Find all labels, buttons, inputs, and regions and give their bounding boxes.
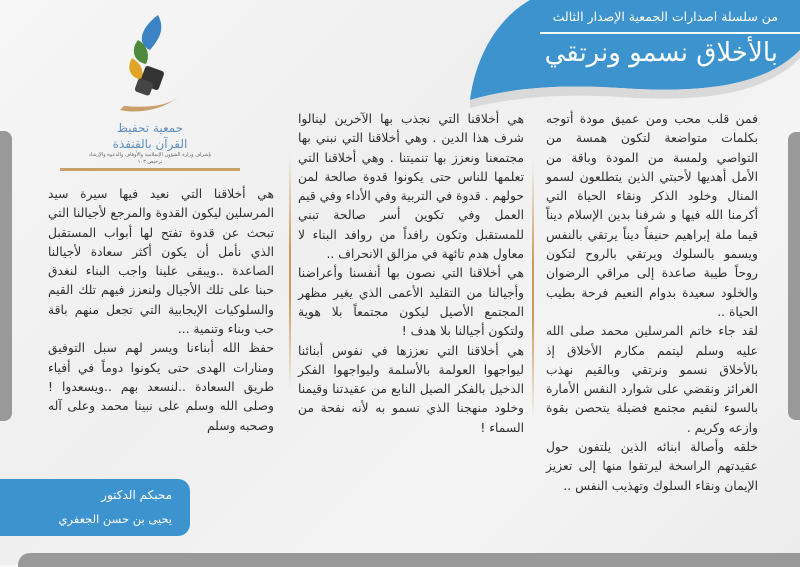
page-title: بالأخلاق نسمو ونرتقي	[544, 38, 778, 68]
series-label: من سلسلة اصدارات الجمعية الإصدار الثالث	[552, 9, 778, 24]
text-column-left	[48, 185, 274, 436]
paragraph: فمن قلب محب ومن عميق مودة أتوجه بكلمات متواضعة لتكون همسة من التواصي ولمسة من المودة وباقة من الأمل أهديها لأحبتي الذين يتطلعون لسمو المنال وخلود الذكر ونقاء الحياة التي أكرمنا الله فيها و شرفنا بدين الإسلام ديناً قيما ملة إبراهيم حنيفاً ديناً يرتقي بالنفس ويسمو بالسلوك ويرتقي بالروح لتكون روحاً طيبة صاعدة إلى مراقي الرضوان والخلود سعيدة بدوام النعيم فرحة بطيب الحياة ..	[546, 112, 758, 319]
supervision-note	[60, 152, 240, 166]
signature-name: يحيى بن حسن الجعفري	[58, 512, 172, 526]
paragraph: خلقه وأصالة ابنائه الذين يلتفون حول عقيدتهم الراسخة ليرتقوا منها إلى تعزيز الإيمان ونقاء السلوك وتهذيب النفس ..	[546, 440, 758, 493]
supervision-text: بإشراف وزارة الشؤون الإسلامية والأوقاف والدعوة والإرشاد	[88, 152, 212, 158]
column-divider	[289, 155, 291, 390]
paragraph: هي أخلاقنا التي نعززها في نفوس أبنائنا ليواجهوا العولمة بالأسلمة وليواجهوا الفكر الدخيل بالفكر الصيل النابع من عقيدتنا وقيمنا وخلود منهجنا الذي نسمو به لأنه نفحة من السماء !	[298, 343, 524, 435]
license-text: ترخيص ١٠٣	[137, 159, 163, 165]
signature-title: محبكم الدكتور	[101, 488, 172, 502]
left-side-bar	[0, 131, 12, 421]
signature-box	[0, 479, 190, 536]
text-column-right	[546, 110, 758, 496]
paragraph: هي أخلاقنا التي نصون بها أنفسنا وأعراضنا وأجيالنا من التقليد الأعمى الذي يغير مظهر المجتمع الأصيل ليكون مجتمعاً بلا هوية ولتكون أجيالنا بلا هدف !	[298, 266, 524, 339]
paragraph: هي أخلاقنا التي نجذب بها الآخرين لينالوا شرف هذا الدين . وهي أخلاقنا التي نبني بها مجتمعنا ونعزز بها تنميتنا . وهي أخلاقنا التي تعلمها للناس حتى يكونوا قدوة صالحة لمن حولهم . قدوة في التربية وفي الأداء وفي قيم العمل وفي تكوين أسر صالحة تبني للمستقبل وتكون رافداً من روافد البناء لا معاول هدم تائهة في مزالق الانحراف ..	[298, 112, 524, 262]
association-logo-icon	[108, 10, 192, 120]
organization-name-line-2: القرآن بالقنفذة	[112, 137, 188, 151]
column-divider	[532, 160, 534, 420]
gold-divider	[60, 168, 240, 171]
header-divider	[540, 32, 800, 34]
paragraph: هي أخلاقنا التي نعيد فيها سيرة سيد المرسلين ليكون القدوة والمرجع لأجيالنا التي تبحث عن قدوة تفتح لها أبواب المستقبل الذي نأمل أن يكون أكثر سعادة لأجيالنا الصاعدة ..ويبقى علينا واجب البناء لنغدق حبنا على تلك الأجيال ولنعزز فيهم تلك القيم والسلوكيات الإيجابية التي تجعل منهم باقة حب وبناء وتنمية ...	[48, 187, 274, 337]
paragraph: حفظ الله أبناءنا ويسر لهم سبل التوفيق ومنارات الهدى حتى يكونوا دوماً في أفياء طريق السعادة ..لنسعد بهم ..ويسعدوا ! وصلى الله وسلم على نبينا محمد وعلى آله وصحبه وسلم	[48, 341, 274, 433]
organization-name	[60, 120, 240, 152]
right-side-bar	[788, 132, 800, 420]
paragraph: لقد جاء خاتم المرسلين محمد صلى الله عليه وسلم ليتمم مكارم الأخلاق إذ بالأخلاق نسمو ونرتقي وبالقيم نهذب الغرائز ونقضي على شوارد النفس الأمارة بالسوء لنقيم مجتمع فضيلة يتحصن بقوة وازعه وكريم .	[546, 324, 758, 435]
text-column-middle	[298, 110, 524, 438]
organization-name-line-1: جمعية تحفيظ	[116, 121, 184, 135]
